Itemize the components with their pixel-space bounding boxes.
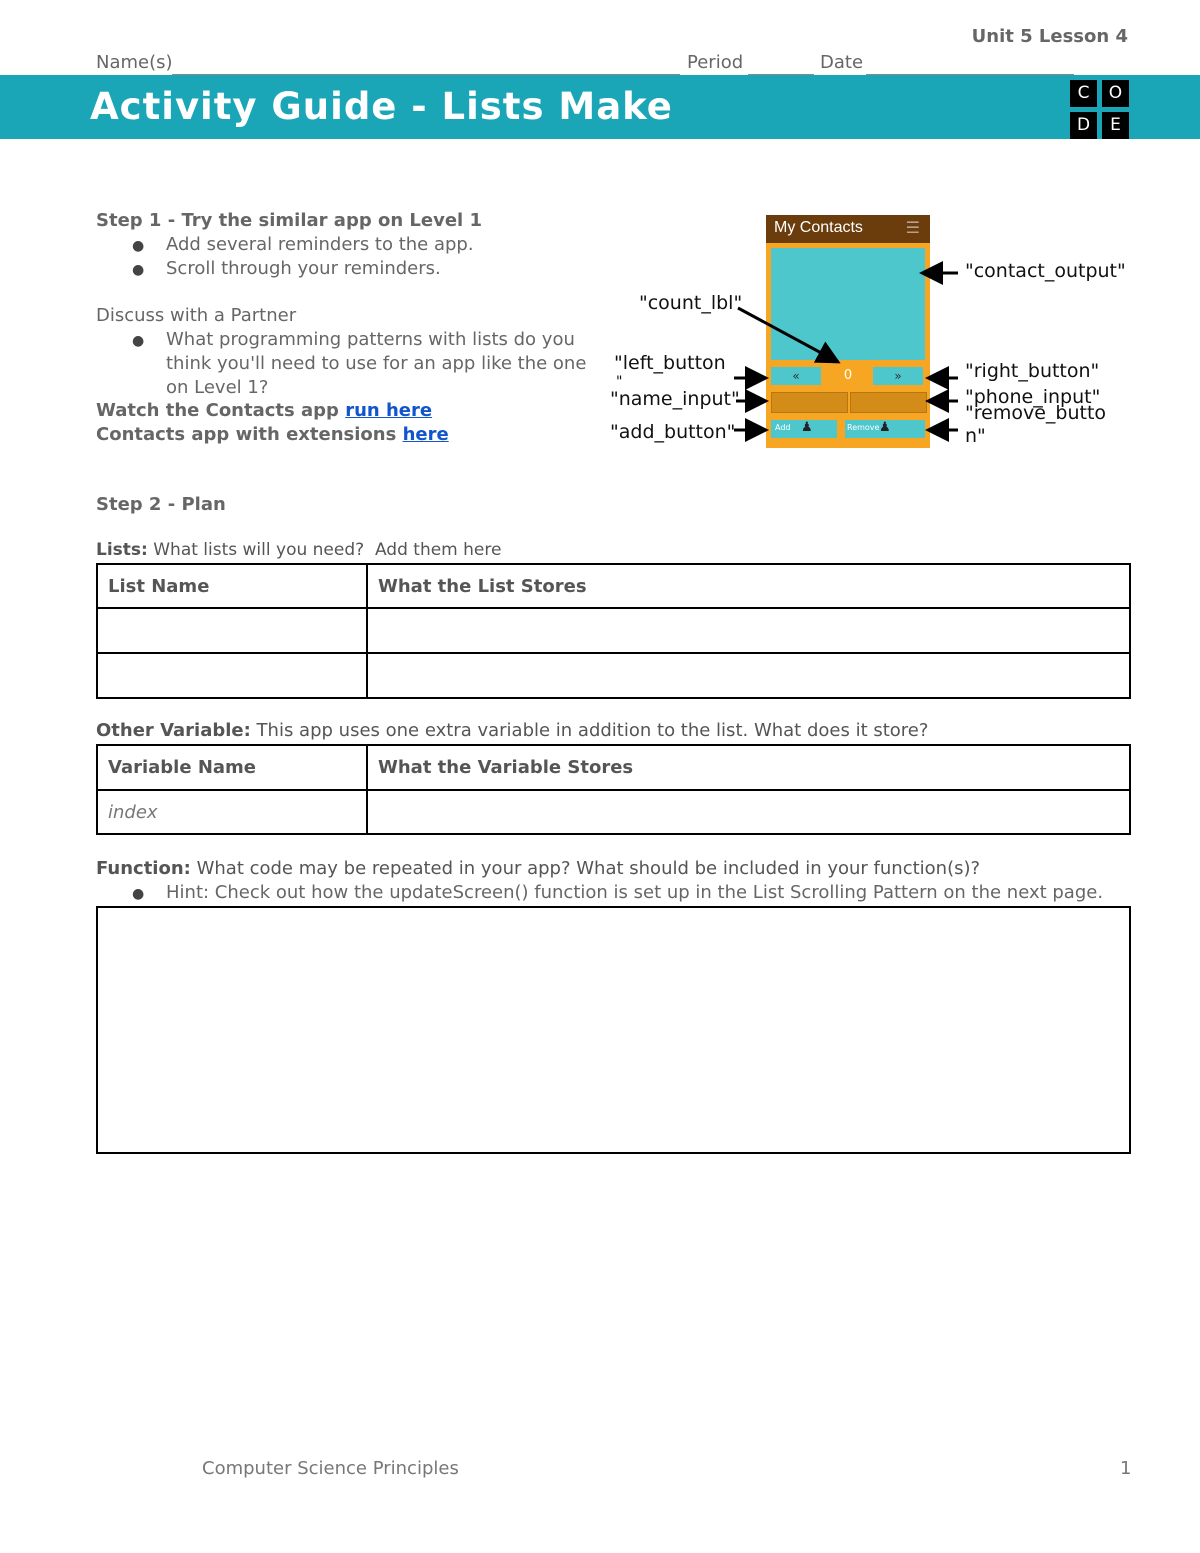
footer-course: Computer Science Principles [202,1458,459,1479]
discuss-label: Discuss with a Partner [96,305,297,326]
right-button[interactable]: » [873,367,923,385]
variable-cell-name[interactable]: index [97,790,367,834]
discuss-line-2: think you'll need to use for an app like the one [166,353,587,374]
lists-cell-stores[interactable] [367,653,1130,698]
lists-prompt-line [96,540,501,560]
function-answer-box[interactable] [96,906,1131,1154]
run-here-link[interactable]: run here [345,400,433,421]
lists-table [96,563,1131,699]
arrow-count-lbl [738,308,838,362]
label-name-input: "name_input" [610,388,740,410]
step2-heading: Step 2 - Plan [96,494,226,515]
function-label: Function: [96,858,191,879]
label-count-lbl: "count_lbl" [639,292,743,314]
function-hint: Hint: Check out how the updateScreen() function is set up in the List Scrolling Pattern on the next page. [166,882,1104,903]
other-variable-prompt: This app uses one extra variable in addition to the list. What does it store? [250,720,929,741]
lists-header-name: List Name [97,564,367,608]
date-label: Date [820,52,864,73]
code-logo [1068,78,1132,142]
period-label: Period [687,52,744,73]
bullet-dot: ● [132,262,145,278]
label-right-button: "right_button" [965,360,1100,382]
names-label: Name(s) [96,52,173,73]
label-contact-output: "contact_output" [965,260,1126,282]
variable-header-stores: What the Variable Stores [367,745,1130,790]
add-button-label: Add [775,423,791,432]
add-person-icon: ♟ [801,420,813,435]
discuss-line-3: on Level 1? [166,377,269,398]
label-add-button: "add_button" [610,421,736,443]
lists-header-stores: What the List Stores [367,564,1130,608]
discuss-line-1: What programming patterns with lists do you [166,329,575,350]
other-variable-label: Other Variable: [96,720,251,741]
extensions-here-link[interactable]: here [402,424,449,445]
lists-cell-name[interactable] [97,653,367,698]
label-remove-button-2: n" [965,425,986,447]
watch-text: Watch the Contacts app [96,400,346,421]
remove-person-icon: ♟ [879,420,891,435]
variable-header-name: Variable Name [97,745,367,790]
title-banner [0,75,1200,139]
label-name-input-quote: " [616,374,623,390]
remove-button-label: Remove [847,423,880,432]
count-label: 0 [843,368,853,383]
app-title: My Contacts [774,219,863,236]
step1-bullet-2: Scroll through your reminders. [166,258,441,279]
logo-letter-d: D [1070,112,1097,139]
logo-letter-c: C [1070,80,1097,107]
lists-prompt: What lists will you need? Add them here [147,540,502,560]
logo-letter-e: E [1102,112,1129,139]
label-left-button: "left_button [614,352,726,374]
bullet-dot: ● [132,886,145,902]
page-title: Activity Guide - Lists Make [90,85,673,128]
variable-table [96,744,1131,835]
unit-lesson-label: Unit 5 Lesson 4 [971,26,1128,47]
logo-letter-o: O [1102,80,1129,107]
extensions-line [96,424,449,445]
menu-icon: ☰ [905,218,920,237]
label-remove-button-1: "remove_butto [965,402,1107,424]
function-line [96,858,980,879]
variable-cell-stores[interactable] [367,790,1130,834]
function-prompt: What code may be repeated in your app? What should be included in your function(s)? [190,858,981,879]
extensions-text: Contacts app with extensions [96,424,403,445]
page-number: 1 [1120,1458,1132,1479]
lists-cell-stores[interactable] [367,608,1130,653]
step1-bullet-1: Add several reminders to the app. [166,234,474,255]
lists-label: Lists: [96,540,148,560]
lists-cell-name[interactable] [97,608,367,653]
left-button[interactable]: « [771,367,821,385]
bullet-dot: ● [132,333,145,349]
step1-heading: Step 1 - Try the similar app on Level 1 [96,210,483,231]
bullet-dot: ● [132,238,145,254]
watch-line [96,400,432,421]
other-variable-line [96,720,928,741]
label-phone-input: "phone_input" [965,386,1101,408]
